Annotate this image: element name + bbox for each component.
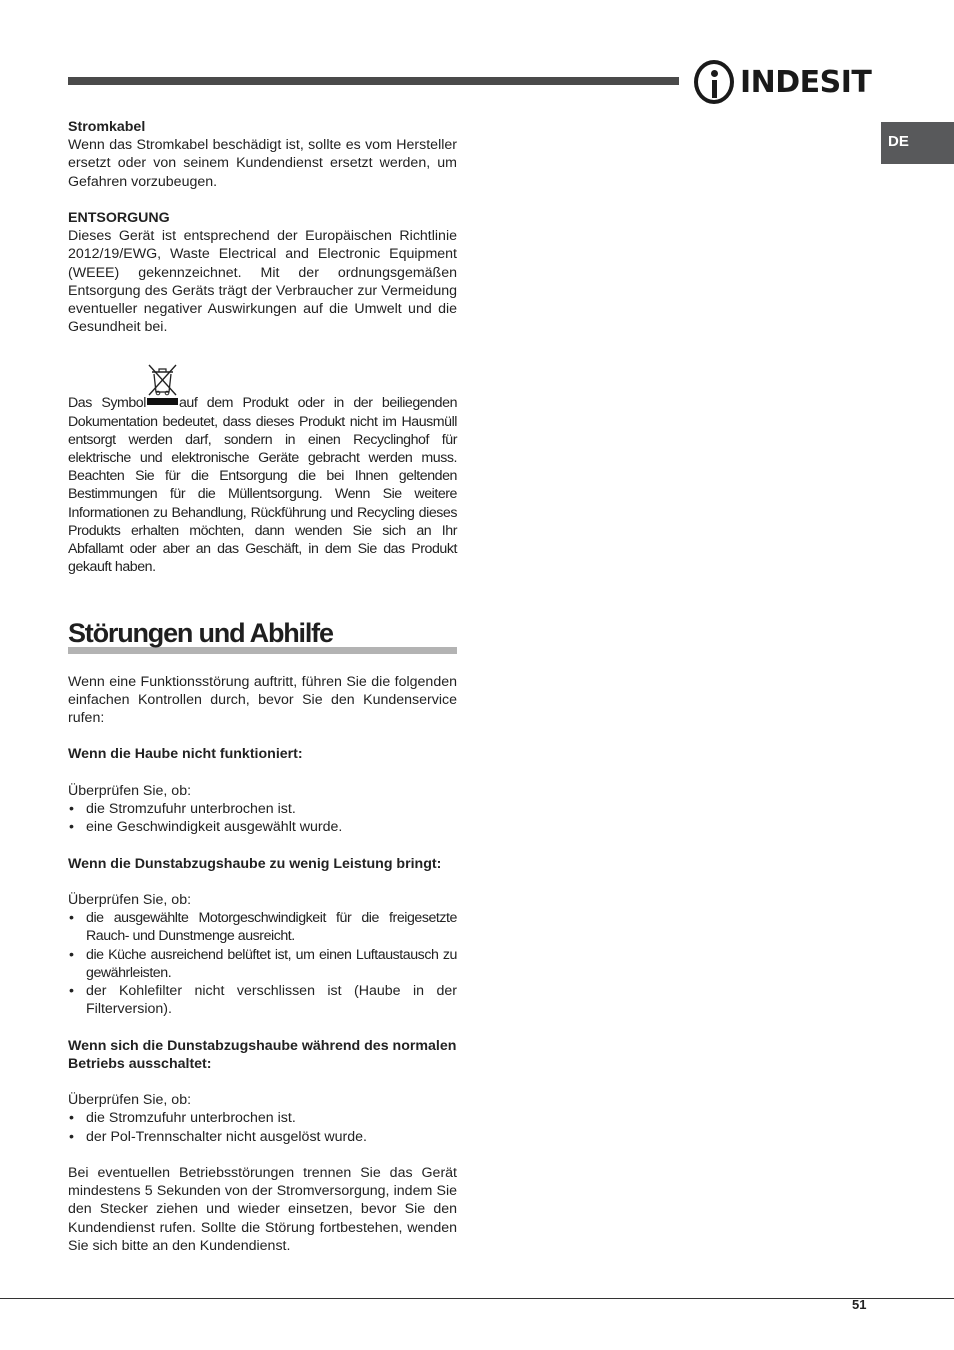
entsorgung-heading: ENTSORGUNG bbox=[68, 210, 170, 226]
weee-bin-icon bbox=[146, 396, 179, 410]
list-item: • die Küche ausreichend belüftet ist, um einen Luftaustausch zu gewährleisten. bbox=[68, 946, 457, 982]
weee-symbol-before: Das Symbol bbox=[68, 395, 146, 412]
case3-check-label: Überprüfen Sie, ob: bbox=[68, 1092, 192, 1109]
case1-check-label: Überprüfen Sie, ob: bbox=[68, 782, 192, 799]
weee-symbol-after: auf dem Produkt oder in der beiliegenden Dokumentation bedeutet, dass dieses Produkt nicht im Hausmüll entsorgt werden darf, sondern in einen Recyclinghof für elektrische und elektronische Geräte gebracht werden muss. Beachten Sie für die Entsorgung die bei Ihnen geltenden Bestimmungen für die Müllentsorgung. Wenn Sie weitere Informationen zu Behandlung, Rückführung und Recycling dieses Produkts erhalten möchten, dann wenden Sie sich an Ihr Abfallamt oder aber an das Geschäft, in dem Sie das Produkt gekauft haben. bbox=[68, 395, 458, 576]
list-item: • der Kohlefilter nicht verschlissen ist (Haube in der Filterversion). bbox=[68, 982, 457, 1018]
closing-text: Bei eventuellen Betriebsstörungen trennen Sie das Gerät mindestens 5 Sekunden von der Stromversorgung, indem Sie den Stecker ziehen und wieder einsetzen, bevor Sie den Kundendienst rufen. Sollte die Störung fortbestehen, wenden Sie sich bitte an den Kundendienst. bbox=[68, 1165, 457, 1254]
stromkabel-heading: Stromkabel bbox=[68, 119, 146, 135]
case1-heading: Wenn die Haube nicht funktioniert: bbox=[68, 746, 303, 763]
brand-logo-text: INDESIT bbox=[740, 64, 872, 100]
brand-logo-i-icon bbox=[694, 60, 734, 104]
section-title bbox=[68, 614, 457, 654]
language-tab[interactable]: DE bbox=[881, 122, 954, 164]
case2-check-label: Überprüfen Sie, ob: bbox=[68, 892, 192, 909]
page-number: 51 bbox=[852, 1297, 867, 1312]
title-underline bbox=[68, 647, 457, 654]
list-item: • die ausgewählte Motorgeschwindigkeit für die freigesetzte Rauch- und Dunstmenge ausreicht. bbox=[68, 909, 457, 945]
header-rule bbox=[68, 77, 679, 85]
main-column bbox=[68, 118, 457, 1255]
stromkabel-text: Wenn das Stromkabel beschädigt ist, sollte es vom Hersteller ersetzt oder von seinem Kundendienst ersetzt werden, um Gefahren vorzubeugen. bbox=[68, 137, 457, 190]
case2-heading: Wenn die Dunstabzugshaube zu wenig Leistung bringt: bbox=[68, 855, 442, 872]
list-item: • eine Geschwindigkeit ausgewählt wurde. bbox=[68, 818, 457, 836]
brand-logo bbox=[694, 58, 872, 106]
weee-paragraph bbox=[68, 394, 457, 576]
case3-list bbox=[68, 1109, 457, 1145]
list-item: • der Pol-Trennschalter nicht ausgelöst wurde. bbox=[68, 1128, 457, 1146]
case3-heading: Wenn sich die Dunstabzugshaube während des normalen Betriebs ausschaltet: bbox=[68, 1037, 457, 1072]
entsorgung-text: Dieses Gerät ist entsprechend der Europäischen Richtlinie 2012/19/EWG, Waste Electrical and Electronic Equipment (WEEE) gekennzeichnet. Mit der ordnungsgemäßen Entsorgung des Geräts trägt der Verbraucher zur Vermeidung eventueller negativer Auswirkungen auf die Umwelt und die Gesundheit bei. bbox=[68, 228, 457, 336]
page-title: Störungen und Abhilfe bbox=[68, 618, 333, 649]
case2-list bbox=[68, 909, 457, 1018]
case1-list bbox=[68, 800, 457, 836]
intro-text: Wenn eine Funktionsstörung auftritt, führen Sie die folgenden einfachen Kontrollen durch, bevor Sie den Kundenservice rufen: bbox=[68, 673, 457, 727]
list-item: • die Stromzufuhr unterbrochen ist. bbox=[68, 1109, 457, 1127]
footer-rule bbox=[0, 1298, 954, 1299]
list-item: • die Stromzufuhr unterbrochen ist. bbox=[68, 800, 457, 818]
